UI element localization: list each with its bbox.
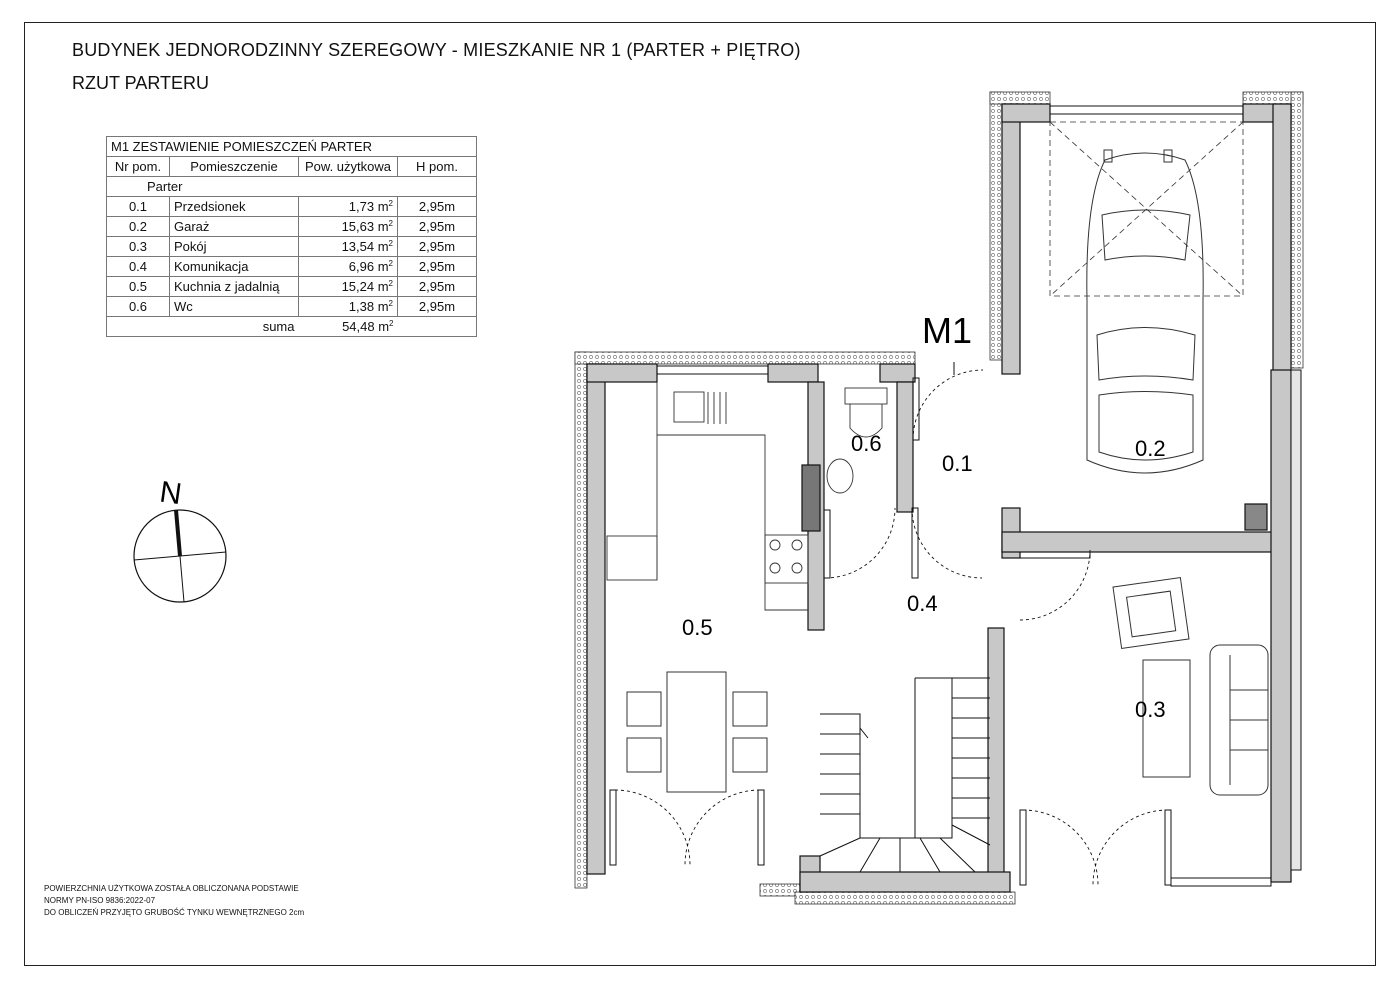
- cell-area: 1,38 $m^2$: [299, 297, 398, 317]
- area-note-line-1: POWIERZCHNIA UŻYTKOWA ZOSTAŁA OBLICZONANA PODSTAWIE: [44, 884, 299, 893]
- cell-nr: 0.6: [107, 297, 170, 317]
- cell-area: 13,54 $m^2$: [299, 237, 398, 257]
- cell-area: 15,63 $m^2$: [299, 217, 398, 237]
- cell-nr: 0.1: [107, 197, 170, 217]
- cell-height: 2,95m: [398, 237, 477, 257]
- sum-value: 54,48 $m^2$: [299, 317, 398, 337]
- col-header-area: Pow. użytkowa: [299, 157, 398, 177]
- dining-set: [627, 672, 767, 792]
- compass-icon: [134, 475, 226, 602]
- cell-nr: 0.2: [107, 217, 170, 237]
- drawing-subtitle: RZUT PARTERU: [72, 73, 210, 93]
- room-label-0-1: 0.1: [942, 451, 973, 476]
- cell-room: Przedsionek: [170, 197, 299, 217]
- cell-height: 2,95m: [398, 277, 477, 297]
- room-label-0-3: 0.3: [1135, 697, 1166, 722]
- col-header-room: Pomieszczenie: [170, 157, 299, 177]
- cell-nr: 0.5: [107, 277, 170, 297]
- windows: [657, 106, 1301, 886]
- staircase: [820, 678, 990, 872]
- living-room-furniture: [1113, 578, 1268, 795]
- room-label-0-5: 0.5: [682, 615, 713, 640]
- car-icon: [1087, 150, 1203, 473]
- room-label-0-2: 0.2: [1135, 436, 1166, 461]
- table-group-label: Parter: [107, 177, 477, 197]
- col-header-height: H pom.: [398, 157, 477, 177]
- drawing-title: BUDYNEK JEDNORODZINNY SZEREGOWY - MIESZKANIE NR 1 (PARTER + PIĘTRO): [72, 40, 801, 60]
- cell-height: 2,95m: [398, 197, 477, 217]
- insulation-layer: [575, 92, 1303, 904]
- parking-space: [1050, 122, 1243, 296]
- cell-area: 6,96 $m^2$: [299, 257, 398, 277]
- cell-room: Pokój: [170, 237, 299, 257]
- col-header-nr: Nr pom.: [107, 157, 170, 177]
- area-note-line-3: DO OBLICZEŃ PRZYJĘTO GRUBOŚĆ TYNKU WEWNĘTRZNEGO 2cm: [44, 908, 305, 917]
- room-label-0-6: 0.6: [851, 431, 882, 456]
- room-label-0-4: 0.4: [907, 591, 938, 616]
- cell-nr: 0.4: [107, 257, 170, 277]
- table-caption: M1 ZESTAWIENIE POMIESZCZEŃ PARTER: [107, 137, 477, 157]
- cell-height: 2,95m: [398, 217, 477, 237]
- walls: [587, 104, 1291, 892]
- cell-height: 2,95m: [398, 257, 477, 277]
- area-note-line-2: NORMY PN-ISO 9836:2022-07: [44, 896, 156, 905]
- north-label: N: [157, 475, 184, 512]
- kitchen-furniture: [607, 382, 808, 610]
- sum-label: suma: [170, 317, 299, 337]
- cell-area: 1,73 $m^2$: [299, 197, 398, 217]
- cell-room: Garaż: [170, 217, 299, 237]
- cell-height: 2,95m: [398, 297, 477, 317]
- cell-room: Wc: [170, 297, 299, 317]
- cell-room: Komunikacja: [170, 257, 299, 277]
- unit-label: M1: [922, 310, 973, 351]
- cell-nr: 0.3: [107, 237, 170, 257]
- cell-area: 15,24 $m^2$: [299, 277, 398, 297]
- cell-room: Kuchnia z jadalnią: [170, 277, 299, 297]
